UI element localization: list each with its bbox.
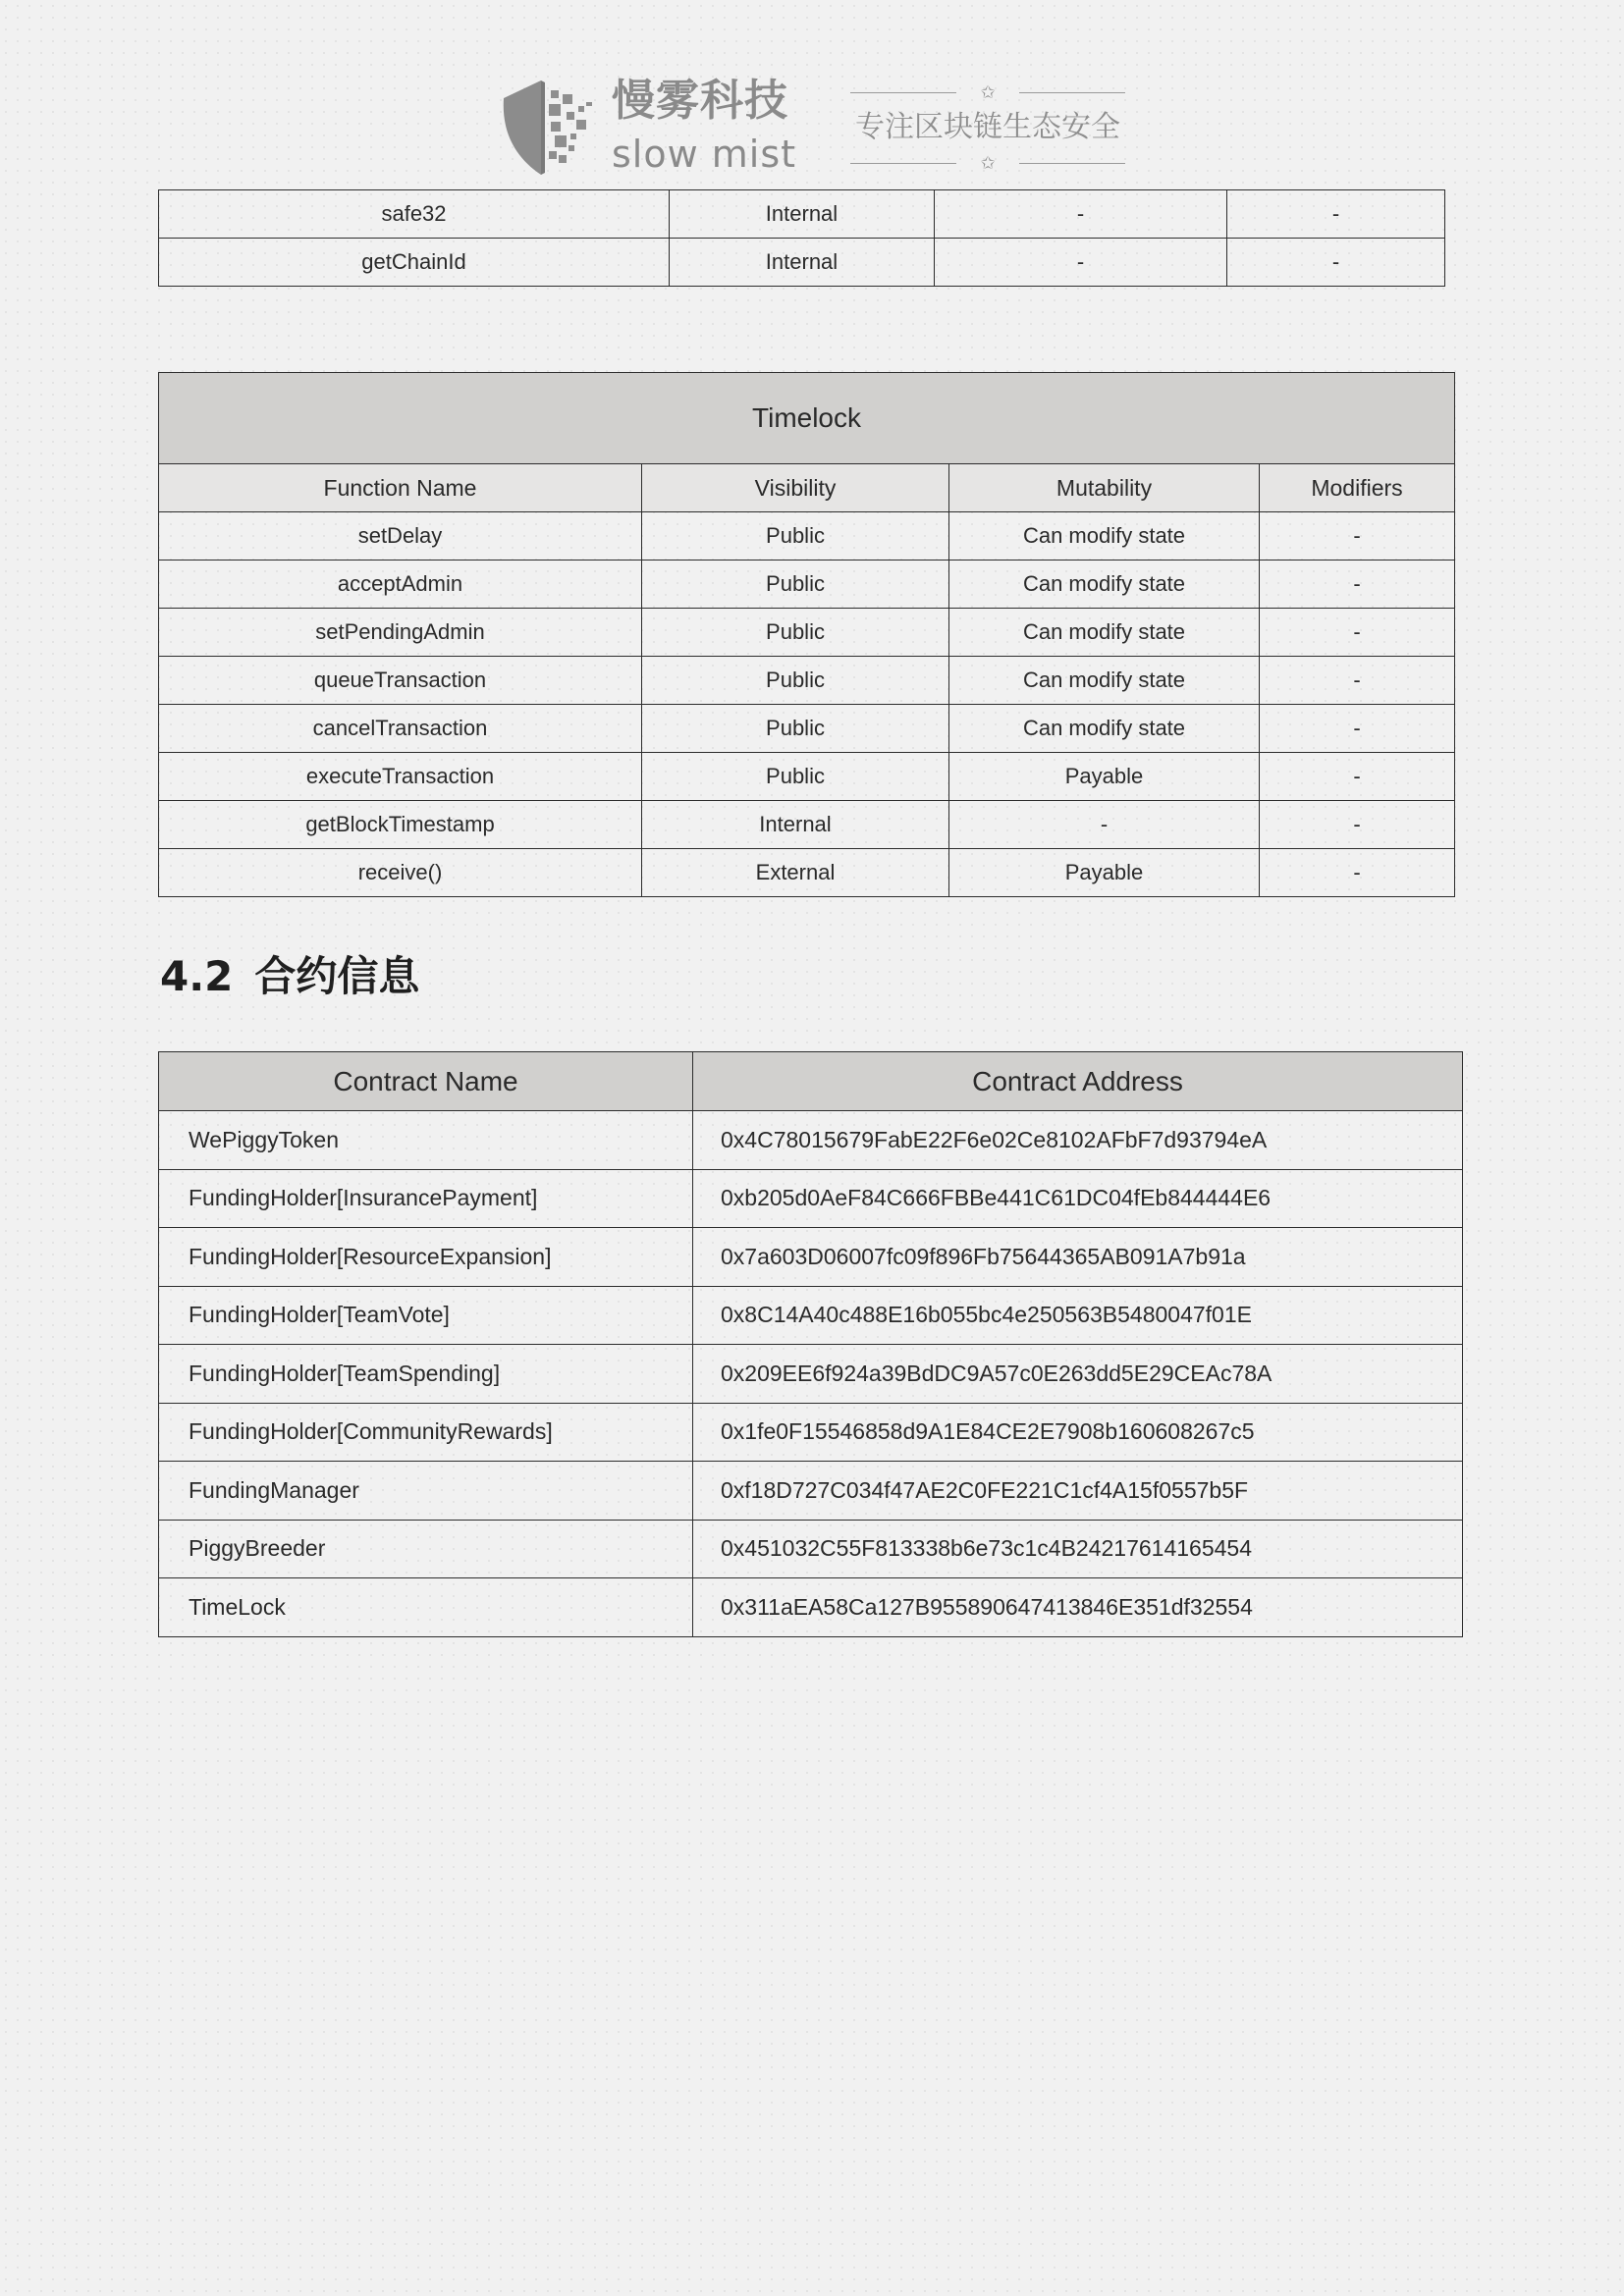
brand-text-block xyxy=(612,75,808,181)
contract-name: FundingHolder[TeamVote] xyxy=(159,1286,693,1345)
table-row xyxy=(159,1111,1463,1170)
star-icon: ✩ xyxy=(980,153,996,173)
shield-icon xyxy=(494,77,604,179)
table-row xyxy=(159,753,1455,801)
function-name: getChainId xyxy=(159,239,670,287)
table-row xyxy=(159,1520,1463,1578)
function-name: getBlockTimestamp xyxy=(159,801,642,849)
contract-address: 0x7a603D06007fc09f896Fb75644365AB091A7b91a xyxy=(693,1228,1463,1287)
contract-name: FundingHolder[InsurancePayment] xyxy=(159,1169,693,1228)
ornament-line xyxy=(1019,163,1125,164)
function-name: cancelTransaction xyxy=(159,705,642,753)
ornament-line xyxy=(850,163,956,164)
modifiers: - xyxy=(1260,753,1455,801)
column-header-function-name: Function Name xyxy=(159,464,642,512)
contract-address: 0xb205d0AeF84C666FBBe441C61DC04fEb844444E6 xyxy=(693,1169,1463,1228)
visibility: Internal xyxy=(670,239,935,287)
visibility: Public xyxy=(642,609,949,657)
function-name: setDelay xyxy=(159,512,642,561)
mutability: Payable xyxy=(949,753,1260,801)
table-header-row xyxy=(159,1052,1463,1111)
section-number: 4.2 xyxy=(160,952,234,1000)
contract-address: 0x451032C55F813338b6e73c1c4B24217614165454 xyxy=(693,1520,1463,1578)
modifiers: - xyxy=(1260,512,1455,561)
contract-info-table xyxy=(158,1051,1463,1637)
function-name: queueTransaction xyxy=(159,657,642,705)
table-row xyxy=(159,657,1455,705)
contract-name: FundingHolder[TeamSpending] xyxy=(159,1345,693,1404)
function-table-continued xyxy=(158,189,1445,287)
table-row xyxy=(159,512,1455,561)
contract-name: TimeLock xyxy=(159,1578,693,1637)
modifiers: - xyxy=(1227,239,1445,287)
brand-name-cn: 慢雾科技 xyxy=(612,76,788,126)
column-header-mutability: Mutability xyxy=(949,464,1260,512)
column-header-visibility: Visibility xyxy=(642,464,949,512)
slogan-text: 专注区块链生态安全 xyxy=(855,110,1120,144)
table-row xyxy=(159,1403,1463,1462)
mutability: Can modify state xyxy=(949,561,1260,609)
mutability: - xyxy=(935,239,1227,287)
table-header-row xyxy=(159,464,1455,512)
table-row xyxy=(159,705,1455,753)
visibility: Public xyxy=(642,753,949,801)
mutability: Can modify state xyxy=(949,657,1260,705)
function-name: receive() xyxy=(159,849,642,897)
section-title: 合约信息 xyxy=(254,952,420,1000)
modifiers: - xyxy=(1260,561,1455,609)
table-row xyxy=(159,849,1455,897)
modifiers: - xyxy=(1260,657,1455,705)
column-header-contract-name: Contract Name xyxy=(159,1052,693,1111)
ornament-line xyxy=(1019,92,1125,93)
contract-name: PiggyBreeder xyxy=(159,1520,693,1578)
contract-address: 0xf18D727C034f47AE2C0FE221C1cf4A15f0557b5F xyxy=(693,1462,1463,1521)
mutability: Can modify state xyxy=(949,609,1260,657)
contract-name: WePiggyToken xyxy=(159,1111,693,1170)
table-title: Timelock xyxy=(159,373,1455,464)
modifiers: - xyxy=(1227,190,1445,239)
table-row xyxy=(159,1578,1463,1637)
contract-name: FundingManager xyxy=(159,1462,693,1521)
contract-name: FundingHolder[ResourceExpansion] xyxy=(159,1228,693,1287)
modifiers: - xyxy=(1260,609,1455,657)
contract-address: 0x4C78015679FabE22F6e02Ce8102AFbF7d93794eA xyxy=(693,1111,1463,1170)
mutability: Can modify state xyxy=(949,705,1260,753)
table-title-row xyxy=(159,373,1455,464)
table-row xyxy=(159,239,1445,287)
table-row xyxy=(159,1228,1463,1287)
table-row xyxy=(159,609,1455,657)
contract-name: FundingHolder[CommunityRewards] xyxy=(159,1403,693,1462)
brand-name-en: slow mist xyxy=(612,133,797,176)
column-header-contract-address: Contract Address xyxy=(693,1052,1463,1111)
mutability: - xyxy=(935,190,1227,239)
table-row xyxy=(159,561,1455,609)
section-heading xyxy=(160,944,419,1003)
visibility: Public xyxy=(642,705,949,753)
table-row xyxy=(159,1462,1463,1521)
star-icon: ✩ xyxy=(980,82,996,102)
mutability: - xyxy=(949,801,1260,849)
table-row xyxy=(159,1286,1463,1345)
modifiers: - xyxy=(1260,849,1455,897)
function-name: acceptAdmin xyxy=(159,561,642,609)
visibility: External xyxy=(642,849,949,897)
timelock-function-table xyxy=(158,372,1455,897)
visibility: Internal xyxy=(642,801,949,849)
contract-address: 0x209EE6f924a39BdDC9A57c0E263dd5E29CEAc78A xyxy=(693,1345,1463,1404)
column-header-modifiers: Modifiers xyxy=(1260,464,1455,512)
contract-address: 0x1fe0F15546858d9A1E84CE2E7908b160608267c5 xyxy=(693,1403,1463,1462)
ornament-line xyxy=(850,92,956,93)
visibility: Public xyxy=(642,561,949,609)
slogan xyxy=(850,79,1125,177)
contract-address: 0x311aEA58Ca127B955890647413846E351df32554 xyxy=(693,1578,1463,1637)
mutability: Payable xyxy=(949,849,1260,897)
table-row xyxy=(159,190,1445,239)
function-name: setPendingAdmin xyxy=(159,609,642,657)
modifiers: - xyxy=(1260,801,1455,849)
visibility: Public xyxy=(642,657,949,705)
contract-address: 0x8C14A40c488E16b055bc4e250563B5480047f01E xyxy=(693,1286,1463,1345)
visibility: Internal xyxy=(670,190,935,239)
function-name: safe32 xyxy=(159,190,670,239)
visibility: Public xyxy=(642,512,949,561)
table-row xyxy=(159,801,1455,849)
slowmist-logo xyxy=(494,75,808,181)
modifiers: - xyxy=(1260,705,1455,753)
table-row xyxy=(159,1345,1463,1404)
function-name: executeTransaction xyxy=(159,753,642,801)
table-row xyxy=(159,1169,1463,1228)
mutability: Can modify state xyxy=(949,512,1260,561)
